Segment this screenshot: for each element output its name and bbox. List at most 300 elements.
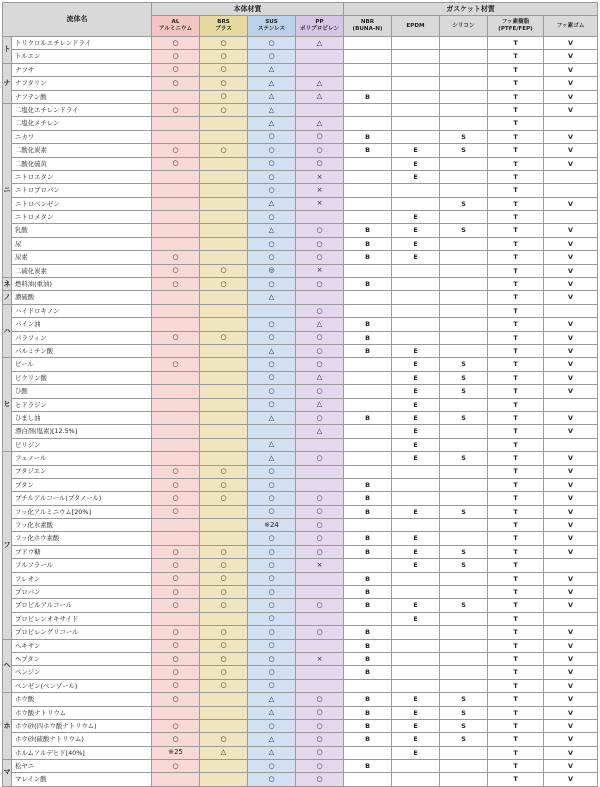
rating-cell-epdm: E — [392, 358, 440, 371]
rating-cell-pp — [296, 586, 344, 599]
rating-cell-ptfe: T — [488, 358, 544, 371]
rating-cell-nbr: B — [344, 626, 392, 639]
fluid-name-cell: ハイドロキノン — [12, 304, 152, 317]
rating-cell-al: ○ — [152, 679, 200, 692]
rating-cell-epdm: E — [392, 398, 440, 411]
rating-cell-sus: △ — [248, 291, 296, 304]
rating-cell-epdm — [392, 77, 440, 90]
table-row — [3, 211, 598, 224]
rating-cell-epdm — [392, 50, 440, 63]
table-row — [3, 425, 598, 438]
fluid-name-cell: ピクリン酸 — [12, 371, 152, 384]
rating-cell-epdm — [392, 304, 440, 317]
rating-cell-epdm: E — [392, 425, 440, 438]
rating-cell-al: ○ — [152, 505, 200, 518]
rating-cell-pp: △ — [296, 117, 344, 130]
rating-cell-brs: ○ — [200, 599, 248, 612]
rating-cell-epdm: E — [392, 344, 440, 357]
rating-cell-pp: △ — [296, 37, 344, 50]
rating-cell-fkm: V — [544, 90, 598, 103]
rating-cell-pp: ○ — [296, 719, 344, 732]
rating-cell-fkm: V — [544, 37, 598, 50]
rating-cell-nbr — [344, 425, 392, 438]
rating-cell-silicone: S — [440, 411, 488, 424]
rating-cell-silicone: S — [440, 144, 488, 157]
rating-cell-sus: △ — [248, 746, 296, 759]
table-row — [3, 505, 598, 518]
table-row — [3, 184, 598, 197]
rating-cell-fkm: V — [544, 291, 598, 304]
rating-cell-ptfe: T — [488, 465, 544, 478]
col-header-fkm — [544, 16, 598, 37]
rating-cell-sus: △ — [248, 344, 296, 357]
rating-cell-ptfe: T — [488, 398, 544, 411]
table-row — [3, 344, 598, 357]
col-header-silicone — [440, 16, 488, 37]
table-row — [3, 532, 598, 545]
rating-cell-fkm — [544, 184, 598, 197]
rating-cell-fkm: V — [544, 63, 598, 76]
rating-cell-brs — [200, 170, 248, 183]
rating-cell-fkm: V — [544, 666, 598, 679]
rating-cell-nbr — [344, 184, 392, 197]
rating-cell-al: ※25 — [152, 746, 200, 759]
rating-cell-nbr: B — [344, 505, 392, 518]
rating-cell-ptfe: T — [488, 170, 544, 183]
rating-cell-al: ○ — [152, 478, 200, 491]
table-row — [3, 197, 598, 210]
rating-cell-sus: ○ — [248, 586, 296, 599]
rating-cell-epdm: E — [392, 559, 440, 572]
rating-cell-ptfe: T — [488, 211, 544, 224]
rating-cell-fkm: V — [544, 425, 598, 438]
rating-cell-epdm: E — [392, 251, 440, 264]
rating-cell-epdm — [392, 519, 440, 532]
rating-cell-epdm — [392, 331, 440, 344]
rating-cell-nbr — [344, 773, 392, 786]
rating-cell-al — [152, 318, 200, 331]
rating-cell-pp: ○ — [296, 706, 344, 719]
rating-cell-ptfe: T — [488, 117, 544, 130]
rating-cell-sus: △ — [248, 733, 296, 746]
table-row — [3, 746, 598, 759]
rating-cell-ptfe: T — [488, 425, 544, 438]
rating-cell-fkm: V — [544, 278, 598, 291]
rating-cell-nbr: B — [344, 586, 392, 599]
table-row — [3, 385, 598, 398]
fluid-name-cell: ベンジン — [12, 666, 152, 679]
rating-cell-brs — [200, 344, 248, 357]
rating-cell-silicone — [440, 157, 488, 170]
rating-cell-silicone: S — [440, 719, 488, 732]
rating-cell-ptfe: T — [488, 706, 544, 719]
rating-cell-ptfe: T — [488, 652, 544, 665]
rating-cell-brs — [200, 184, 248, 197]
rating-cell-sus: ○ — [248, 760, 296, 773]
header-row-top — [3, 3, 598, 16]
rating-cell-sus: ○ — [248, 157, 296, 170]
rating-cell-fkm: V — [544, 478, 598, 491]
col-header-ptfe — [488, 16, 544, 37]
fluid-name-cell: 尿素 — [12, 251, 152, 264]
table-row — [3, 251, 598, 264]
rating-cell-fkm: V — [544, 50, 598, 63]
rating-cell-ptfe: T — [488, 251, 544, 264]
rating-cell-nbr — [344, 77, 392, 90]
rating-cell-brs: ○ — [200, 478, 248, 491]
rating-cell-sus: ○ — [248, 652, 296, 665]
table-row — [3, 679, 598, 692]
rating-cell-silicone — [440, 170, 488, 183]
rating-cell-pp: ○ — [296, 358, 344, 371]
rating-cell-epdm — [392, 291, 440, 304]
rating-cell-sus — [248, 304, 296, 317]
rating-cell-ptfe: T — [488, 63, 544, 76]
rating-cell-nbr: B — [344, 706, 392, 719]
rating-cell-ptfe: T — [488, 599, 544, 612]
group-label: ヘ — [3, 639, 12, 693]
rating-cell-nbr: B — [344, 278, 392, 291]
rating-cell-silicone — [440, 492, 488, 505]
rating-cell-sus: △ — [248, 706, 296, 719]
rating-cell-silicone: S — [440, 224, 488, 237]
rating-cell-silicone — [440, 760, 488, 773]
rating-cell-fkm: V — [544, 760, 598, 773]
rating-cell-brs — [200, 398, 248, 411]
rating-cell-ptfe: T — [488, 103, 544, 116]
rating-cell-silicone — [440, 237, 488, 250]
rating-cell-fkm: V — [544, 505, 598, 518]
rating-cell-brs — [200, 505, 248, 518]
rating-cell-pp: ○ — [296, 144, 344, 157]
rating-cell-epdm: E — [392, 170, 440, 183]
rating-cell-epdm — [392, 572, 440, 585]
rating-cell-brs: ○ — [200, 63, 248, 76]
rating-cell-epdm — [392, 773, 440, 786]
fluid-name-cell: フッ化ホウ素酸 — [12, 532, 152, 545]
rating-cell-al — [152, 90, 200, 103]
table-row — [3, 77, 598, 90]
rating-cell-epdm — [392, 278, 440, 291]
rating-cell-nbr — [344, 679, 392, 692]
fluid-name-cell: 燃料油(重油) — [12, 278, 152, 291]
fluid-name-cell: ニトロエタン — [12, 170, 152, 183]
rating-cell-epdm — [392, 652, 440, 665]
fluid-name-cell: ホウ酸ナトリウム — [12, 706, 152, 719]
rating-cell-sus: ○ — [248, 278, 296, 291]
fluid-name-cell: 二塩化メチレン — [12, 117, 152, 130]
rating-cell-al — [152, 211, 200, 224]
rating-cell-pp: ○ — [296, 746, 344, 759]
rating-cell-nbr: B — [344, 331, 392, 344]
rating-cell-silicone: S — [440, 706, 488, 719]
table-row — [3, 103, 598, 116]
rating-cell-ptfe: T — [488, 37, 544, 50]
rating-cell-brs: ○ — [200, 50, 248, 63]
rating-cell-epdm — [392, 478, 440, 491]
rating-cell-silicone — [440, 90, 488, 103]
rating-cell-pp: ○ — [296, 411, 344, 424]
rating-cell-fkm — [544, 438, 598, 451]
table-row — [3, 278, 598, 291]
rating-cell-sus: ○ — [248, 545, 296, 558]
rating-cell-pp: △ — [296, 90, 344, 103]
rating-cell-sus: ○ — [248, 211, 296, 224]
rating-cell-silicone: S — [440, 545, 488, 558]
rating-cell-fkm: V — [544, 652, 598, 665]
rating-cell-pp: △ — [296, 318, 344, 331]
rating-cell-fkm: V — [544, 465, 598, 478]
rating-cell-sus: ○ — [248, 251, 296, 264]
rating-cell-ptfe: T — [488, 291, 544, 304]
rating-cell-fkm: V — [544, 77, 598, 90]
rating-cell-pp: ○ — [296, 492, 344, 505]
rating-cell-nbr — [344, 358, 392, 371]
compatibility-table-wrapper — [2, 2, 597, 787]
rating-cell-fkm: V — [544, 532, 598, 545]
rating-cell-silicone — [440, 63, 488, 76]
rating-cell-pp: ○ — [296, 733, 344, 746]
rating-cell-sus: △ — [248, 224, 296, 237]
rating-cell-al — [152, 706, 200, 719]
rating-cell-sus: ○ — [248, 318, 296, 331]
rating-cell-ptfe: T — [488, 746, 544, 759]
rating-cell-silicone — [440, 291, 488, 304]
rating-cell-pp — [296, 103, 344, 116]
rating-cell-al — [152, 438, 200, 451]
rating-cell-al — [152, 304, 200, 317]
rating-cell-epdm: E — [392, 733, 440, 746]
rating-cell-al: ○ — [152, 251, 200, 264]
fluid-name-cell: プロピレンオキサイド — [12, 612, 152, 625]
rating-cell-al — [152, 411, 200, 424]
rating-cell-epdm — [392, 90, 440, 103]
rating-cell-sus: ○ — [248, 639, 296, 652]
rating-cell-sus: △ — [248, 693, 296, 706]
rating-cell-silicone — [440, 478, 488, 491]
rating-cell-sus: △ — [248, 452, 296, 465]
rating-cell-fkm: V — [544, 130, 598, 143]
rating-cell-silicone: S — [440, 733, 488, 746]
rating-cell-sus: ○ — [248, 492, 296, 505]
rating-cell-nbr — [344, 103, 392, 116]
rating-cell-silicone — [440, 77, 488, 90]
rating-cell-nbr: B — [344, 532, 392, 545]
rating-cell-epdm — [392, 264, 440, 277]
rating-cell-al — [152, 385, 200, 398]
rating-cell-nbr — [344, 117, 392, 130]
rating-cell-pp: × — [296, 197, 344, 210]
rating-cell-ptfe: T — [488, 626, 544, 639]
col-header-sub: ポリプロピレン — [299, 26, 340, 32]
rating-cell-ptfe: T — [488, 77, 544, 90]
rating-cell-pp: △ — [296, 371, 344, 384]
table-row — [3, 693, 598, 706]
rating-cell-epdm: E — [392, 371, 440, 384]
col-header-code: SUS — [265, 19, 278, 26]
rating-cell-fkm: V — [544, 157, 598, 170]
rating-cell-epdm: E — [392, 438, 440, 451]
rating-cell-fkm — [544, 211, 598, 224]
group-label: ヒ — [3, 358, 12, 452]
rating-cell-silicone — [440, 318, 488, 331]
rating-cell-pp: ○ — [296, 224, 344, 237]
rating-cell-silicone — [440, 746, 488, 759]
rating-cell-silicone — [440, 278, 488, 291]
fluid-name-cell: ニトロメタン — [12, 211, 152, 224]
rating-cell-pp — [296, 612, 344, 625]
fluid-name-cell: ホウ酸 — [12, 693, 152, 706]
rating-cell-pp: ○ — [296, 545, 344, 558]
rating-cell-al — [152, 532, 200, 545]
rating-cell-pp: × — [296, 170, 344, 183]
rating-cell-al — [152, 773, 200, 786]
gasket-material-header: ガスケット材質 — [344, 3, 598, 16]
rating-cell-al: ○ — [152, 666, 200, 679]
table-row — [3, 291, 598, 304]
rating-cell-brs: ○ — [200, 572, 248, 585]
table-row — [3, 130, 598, 143]
rating-cell-brs: ○ — [200, 103, 248, 116]
rating-cell-al — [152, 237, 200, 250]
rating-cell-al: ○ — [152, 652, 200, 665]
rating-cell-silicone — [440, 184, 488, 197]
rating-cell-fkm: V — [544, 519, 598, 532]
rating-cell-al: ○ — [152, 572, 200, 585]
rating-cell-sus: ○ — [248, 37, 296, 50]
rating-cell-ptfe: T — [488, 90, 544, 103]
rating-cell-epdm: E — [392, 385, 440, 398]
rating-cell-nbr — [344, 465, 392, 478]
rating-cell-nbr: B — [344, 130, 392, 143]
rating-cell-sus: ◎ — [248, 264, 296, 277]
rating-cell-sus: ○ — [248, 505, 296, 518]
fluid-name-cell: ブタン — [12, 478, 152, 491]
rating-cell-nbr — [344, 264, 392, 277]
col-header-code: PP — [315, 19, 324, 26]
rating-cell-fkm: V — [544, 251, 598, 264]
rating-cell-sus: ○ — [248, 385, 296, 398]
fluid-name-cell: ナフタリン — [12, 77, 152, 90]
rating-cell-pp: × — [296, 652, 344, 665]
rating-cell-fkm: V — [544, 773, 598, 786]
rating-cell-epdm: E — [392, 144, 440, 157]
table-row — [3, 760, 598, 773]
rating-cell-al — [152, 612, 200, 625]
rating-cell-brs — [200, 130, 248, 143]
rating-cell-ptfe: T — [488, 452, 544, 465]
rating-cell-fkm: V — [544, 545, 598, 558]
rating-cell-silicone: S — [440, 385, 488, 398]
rating-cell-sus: △ — [248, 90, 296, 103]
rating-cell-nbr: B — [344, 760, 392, 773]
rating-cell-fkm — [544, 559, 598, 572]
rating-cell-al: ○ — [152, 492, 200, 505]
rating-cell-pp: ○ — [296, 693, 344, 706]
rating-cell-nbr: B — [344, 639, 392, 652]
rating-cell-pp — [296, 679, 344, 692]
rating-cell-sus: ○ — [248, 572, 296, 585]
rating-cell-pp: ○ — [296, 251, 344, 264]
rating-cell-nbr: B — [344, 572, 392, 585]
rating-cell-brs: △ — [200, 746, 248, 759]
rating-cell-pp — [296, 639, 344, 652]
rating-cell-brs: ○ — [200, 559, 248, 572]
rating-cell-silicone: S — [440, 371, 488, 384]
fluid-name-cell: 二酸化炭素 — [12, 144, 152, 157]
table-row — [3, 599, 598, 612]
rating-cell-pp — [296, 63, 344, 76]
fluid-name-cell: マレイン酸 — [12, 773, 152, 786]
rating-cell-silicone — [440, 264, 488, 277]
rating-cell-al — [152, 170, 200, 183]
rating-cell-ptfe: T — [488, 505, 544, 518]
rating-cell-brs — [200, 706, 248, 719]
rating-cell-epdm — [392, 679, 440, 692]
rating-cell-epdm — [392, 666, 440, 679]
rating-cell-sus: △ — [248, 411, 296, 424]
rating-cell-epdm: E — [392, 719, 440, 732]
fluid-name-cell: 漂白剤(塩素)[12.5%] — [12, 425, 152, 438]
rating-cell-al: ○ — [152, 157, 200, 170]
fluid-name-cell: 尿 — [12, 237, 152, 250]
fluid-name-cell: ホウ砂(硫酸ナトリウム) — [12, 733, 152, 746]
col-header-code: AL — [171, 19, 180, 26]
rating-cell-sus: ※24 — [248, 519, 296, 532]
rating-cell-nbr — [344, 398, 392, 411]
rating-cell-fkm: V — [544, 492, 598, 505]
fluid-name-cell: ナフサ — [12, 63, 152, 76]
rating-cell-sus: ○ — [248, 184, 296, 197]
rating-cell-sus: ○ — [248, 331, 296, 344]
rating-cell-brs: ○ — [200, 545, 248, 558]
rating-cell-epdm — [392, 37, 440, 50]
rating-cell-silicone — [440, 398, 488, 411]
rating-cell-brs — [200, 291, 248, 304]
table-row — [3, 358, 598, 371]
rating-cell-brs — [200, 693, 248, 706]
fluid-name-cell: 二酸化硫黄 — [12, 157, 152, 170]
rating-cell-ptfe: T — [488, 304, 544, 317]
col-header-sus — [248, 16, 296, 37]
rating-cell-nbr — [344, 612, 392, 625]
rating-cell-epdm: E — [392, 505, 440, 518]
rating-cell-fkm: V — [544, 358, 598, 371]
rating-cell-al: ○ — [152, 77, 200, 90]
rating-cell-pp: ○ — [296, 331, 344, 344]
rating-cell-nbr — [344, 519, 392, 532]
col-header-epdm — [392, 16, 440, 37]
rating-cell-epdm: E — [392, 452, 440, 465]
rating-cell-silicone — [440, 211, 488, 224]
fluid-name-cell: 松ヤニ — [12, 760, 152, 773]
rating-cell-sus: ○ — [248, 532, 296, 545]
rating-cell-epdm: E — [392, 224, 440, 237]
rating-cell-pp: △ — [296, 425, 344, 438]
rating-cell-al: ○ — [152, 586, 200, 599]
rating-cell-nbr — [344, 197, 392, 210]
col-header-code: EPDM — [406, 22, 425, 29]
rating-cell-al: ○ — [152, 331, 200, 344]
fluid-name-cell: ひ酸 — [12, 385, 152, 398]
table-row — [3, 545, 598, 558]
rating-cell-pp — [296, 50, 344, 63]
rating-cell-epdm — [392, 117, 440, 130]
col-header-brs — [200, 16, 248, 37]
rating-cell-brs: ○ — [200, 331, 248, 344]
table-row — [3, 612, 598, 625]
group-label: ネ — [3, 278, 12, 291]
